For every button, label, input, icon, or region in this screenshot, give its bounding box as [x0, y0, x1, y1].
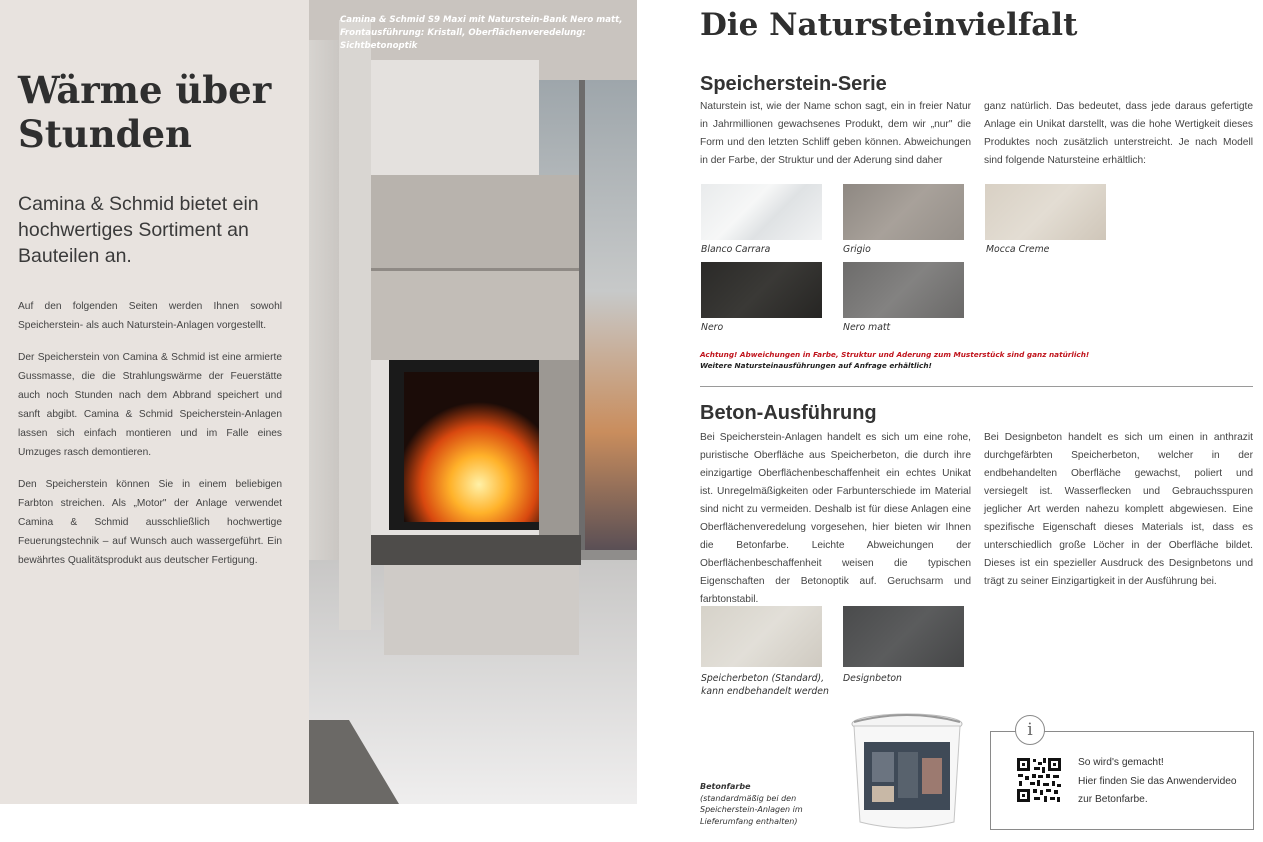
speicherstein-heading: Speicherstein-Serie: [700, 73, 887, 95]
swatch-grigio: [843, 184, 964, 240]
swatch-label-speicherbeton-line1: Speicherbeton (Standard),: [701, 673, 825, 684]
fireplace-photo-graphic: [309, 0, 637, 804]
swatch-mocca-creme: [985, 184, 1106, 240]
beton-text-col1: Bei Speicherstein-Anlagen handelt es sich um eine rohe, puristische Oberfläche aus Speicherbeton, die durch ihre einzigartige Oberflächenbeschaffenheit ein echtes Unikat ist. Unregelmäßigkeiten oder Farbunterschiede im Material sind nicht zu vermeiden. Deshalb ist für diese Anlagen eine Oberflächenveredelung vorgesehen, hier bieten wir Ihnen die Betonfarbe. Leichte Abweichungen der Oberflächenbeschaffenheit weisen die typischen Eigenschaften der Betonoptik auf. Geruchsarm und farbtonstabil.: [700, 432, 971, 605]
paint-bucket-image: [848, 712, 966, 832]
bucket-caption: [700, 781, 840, 827]
swatch-label-grigio: Grigio: [843, 244, 871, 255]
swatch-label-mocca-creme: Mocca Creme: [986, 244, 1050, 255]
swatch-label-nero: Nero: [701, 322, 724, 333]
fireplace-photo: [309, 0, 637, 804]
info-icon: i: [1015, 715, 1045, 745]
qr-code-icon[interactable]: [1016, 757, 1062, 803]
bucket-note: (standardmäßig bei den Speicherstein-Anlagen im Lieferumfang enthalten): [700, 793, 803, 826]
swatch-speicherbeton: [701, 606, 822, 667]
info-line-1: So wird's gemacht!: [1078, 757, 1164, 768]
swatch-label-blanco-carrara: Blanco Carrara: [701, 244, 771, 255]
swatch-label-speicherbeton: [701, 672, 829, 698]
swatch-label-nero-matt: Nero matt: [843, 322, 891, 333]
swatch-nero: [701, 262, 822, 318]
speicherstein-text-col1: Naturstein ist, wie der Name schon sagt, ein in freier Natur in Jahrmillionen gewachsenes Produkt, dem wir „nur" die Form und den letzten Schliff geben können. Abweichungen in der Farbe, der Struktur und der Aderung sind daher: [700, 101, 971, 166]
swatch-label-speicherbeton-line2: kann endbehandelt werden: [701, 686, 829, 697]
left-paragraph-2: Der Speicherstein von Camina & Schmid ist eine armierte Gussmasse, die die Strahlungswärme der Feuerstätte auch noch Stunden nach dem Abbrand speichert und sanft abgibt. Camina & Schmid Speicherstein-Anlagen lassen sich einfach montieren und im Falle eines Umzuges rasch demontieren.: [18, 352, 282, 458]
photo-caption: Camina & Schmid S9 Maxi mit Naturstein-Bank Nero matt, Frontausführung: Kristall, Oberflächenveredelung: Sichtbetonoptik: [340, 15, 623, 51]
beton-heading: Beton-Ausführung: [700, 402, 877, 424]
swatch-designbeton: [843, 606, 964, 667]
info-text: [1078, 754, 1243, 810]
note-variation-warning: Achtung! Abweichungen in Farbe, Struktur und Aderung zum Musterstück sind ganz natürlich!: [700, 350, 1090, 359]
left-body: [18, 297, 282, 583]
note-more-options: Weitere Natursteinausführungen auf Anfrage erhältlich!: [700, 361, 932, 370]
swatch-blanco-carrara: [701, 184, 822, 240]
page-title: Die Natursteinvielfalt: [700, 7, 1078, 43]
speicherstein-text-col2: ganz natürlich. Das bedeutet, dass jede daraus gefertigte Anlage ein Unikat darstellt, was die hohe Wertigkeit dieses Produktes noch zusätzlich unterstreicht. Je nach Modell sind folgende Natursteine erhältlich:: [984, 101, 1253, 166]
left-headline: Wärme über Stunden: [18, 68, 272, 156]
stone-notes: [700, 349, 1089, 371]
info-line-2: Hier finden Sie das Anwendervideo zur Betonfarbe.: [1078, 775, 1237, 805]
left-paragraph-1: Auf den folgenden Seiten werden Ihnen sowohl Speicherstein- als auch Naturstein-Anlagen vorgestellt.: [18, 301, 282, 331]
section-divider: [700, 386, 1253, 387]
bucket-title: Betonfarbe: [700, 782, 751, 791]
left-paragraph-3: Den Speicherstein können Sie in einem beliebigen Farbton streichen. Als „Motor" der Anlage verwendet Camina & Schmid ausschließlich hochwertige Feuerungstechnik – auf Wunsch auch wassergeführt. Ein bewährtes Qualitätsprodukt aus deutscher Fertigung.: [18, 479, 282, 566]
beton-text-col2: Bei Designbeton handelt es sich um einen in anthrazit durchgefärbten Speicherbeton, welcher in der endbehandelten Oberfläche gewachst, poliert und versiegelt ist. Wasserflecken und Gebrauchsspuren jeglicher Art werden nahezu komplett abgewiesen. Eine spezifische Eigenschaft dieses Materials ist, dass es unterschiedlich große Löcher in der Oberfläche bildet. Dieses ist ein spezieller Ausdruck des Designbetons und trägt zu seiner Einzigartigkeit in der Ausführung bei.: [984, 432, 1253, 587]
left-subhead: Camina & Schmid bietet ein hochwertiges Sortiment an Bauteilen an.: [18, 193, 259, 267]
swatch-nero-matt: [843, 262, 964, 318]
swatch-label-designbeton: Designbeton: [843, 673, 902, 684]
